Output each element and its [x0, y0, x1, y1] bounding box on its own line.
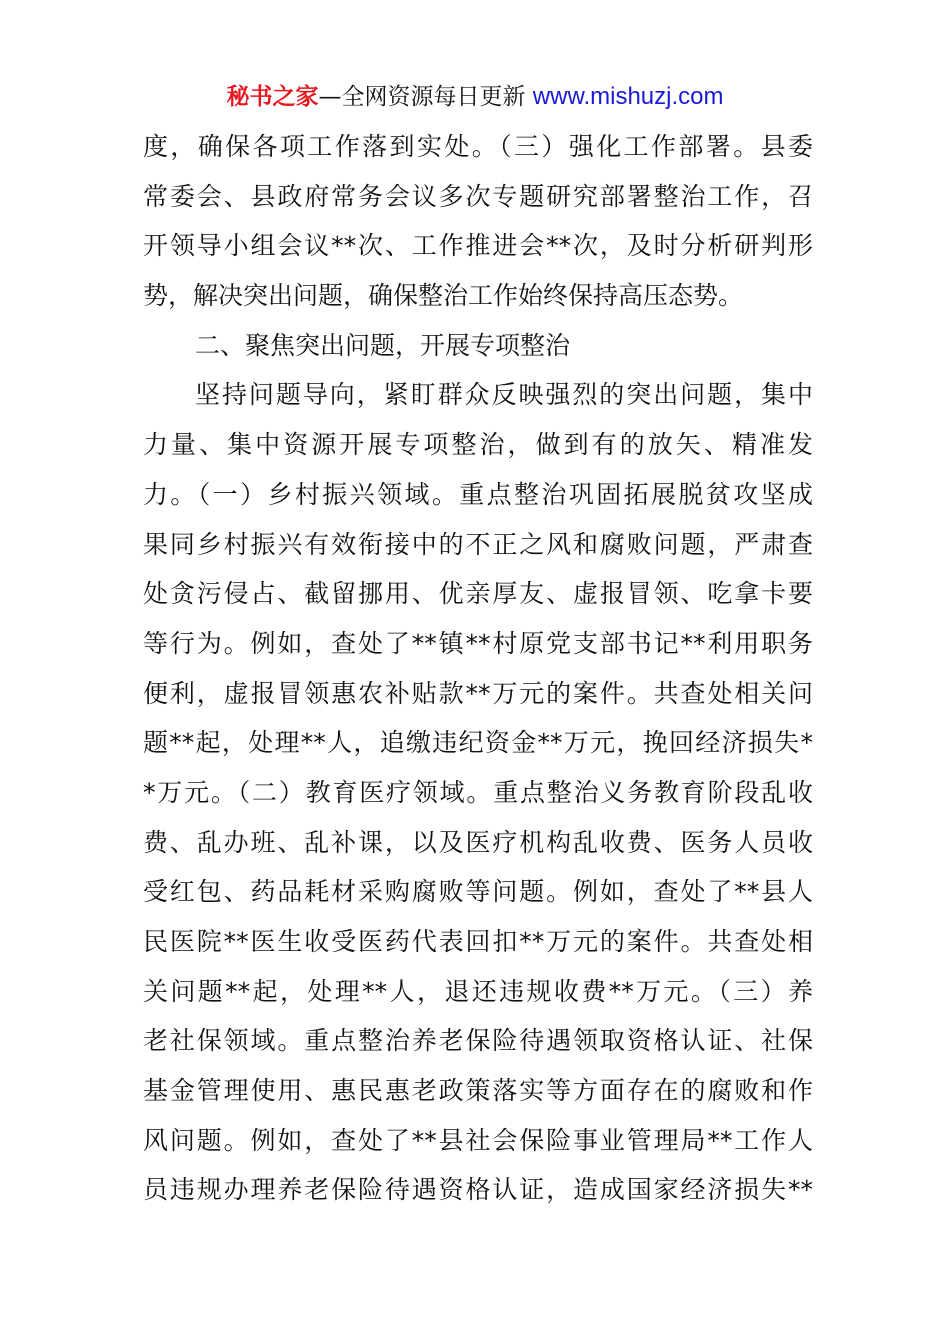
- text-line: 等行为。例如，查处了**镇**村原党支部书记**利用职务: [143, 628, 813, 658]
- text-line: 风问题。例如，查处了**县社会保险事业管理局**工作人: [143, 1125, 813, 1155]
- site-header: [0, 80, 950, 114]
- section-heading: 二、聚焦突出问题，开展专项整治: [195, 330, 571, 360]
- paragraph-first-line: 坚持问题导向，紧盯群众反映强烈的突出问题，集中: [195, 380, 813, 410]
- text-line: 基金管理使用、惠民惠老政策落实等方面存在的腐败和作: [143, 1076, 813, 1106]
- site-slogan: —全网资源每日更新: [318, 84, 533, 110]
- site-url-link[interactable]: www.mishuzj.com: [532, 83, 724, 110]
- text-line: 开领导小组会议**次、工作推进会**次，及时分析研判形: [143, 231, 813, 261]
- text-line: 便利，虚报冒领惠农补贴款**万元的案件。共查处相关问: [143, 678, 813, 708]
- text-line: 度，确保各项工作落到实处。（三）强化工作部署。县委: [143, 132, 813, 161]
- text-line: 老社保领域。重点整治养老保险待遇领取资格认证、社保: [143, 1026, 813, 1056]
- text-line: 果同乡村振兴有效衔接中的不正之风和腐败问题，严肃查: [143, 529, 813, 559]
- text-line: 处贪污侵占、截留挪用、优亲厚友、虚报冒领、吃拿卡要: [143, 579, 813, 609]
- site-brand: 秘书之家: [226, 84, 319, 110]
- document-body: [143, 122, 813, 1215]
- text-line: 受红包、药品耗材采购腐败等问题。例如，查处了**县人: [143, 877, 813, 907]
- text-line: 常委会、县政府常务会议多次专题研究部署整治工作，召: [143, 181, 813, 211]
- text-line: 题**起，处理**人，追缴违纪资金**万元，挽回经济损失*: [143, 728, 813, 758]
- text-line: 费、乱办班、乱补课，以及医疗机构乱收费、医务人员收: [143, 827, 813, 857]
- text-line: 关问题**起，处理**人，退还违规收费**万元。（三）养: [143, 976, 813, 1006]
- text-line: 员违规办理养老保险待遇资格认证，造成国家经济损失**: [143, 1175, 813, 1205]
- text-line: 势，解决突出问题，确保整治工作始终保持高压态势。: [143, 281, 744, 311]
- text-line: *万元。（二）教育医疗领域。重点整治义务教育阶段乱收: [143, 777, 813, 807]
- text-line: 力量、集中资源开展专项整治，做到有的放矢、精准发: [143, 430, 813, 460]
- text-line: 力。（一）乡村振兴领域。重点整治巩固拓展脱贫攻坚成: [143, 479, 813, 509]
- text-line: 民医院**医生收受医药代表回扣**万元的案件。共查处相: [143, 927, 813, 956]
